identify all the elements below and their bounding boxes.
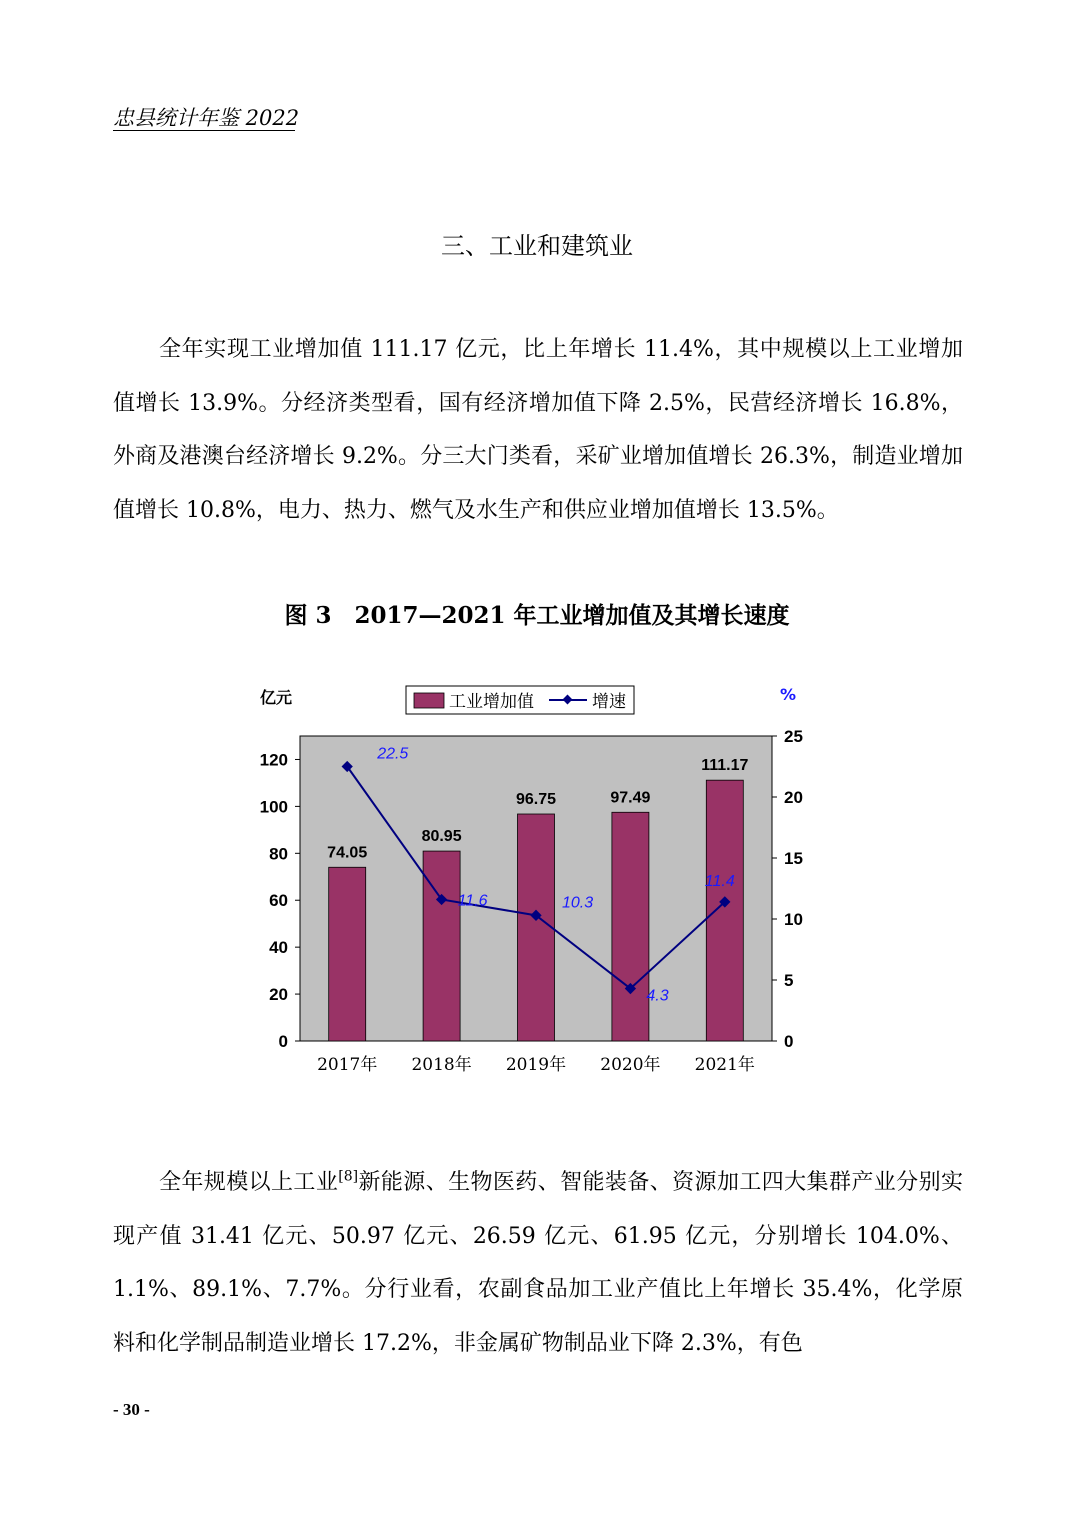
paragraph-industry-value: 全年实现工业增加值 111.17 亿元，比上年增长 11.4%，其中规模以上工业增加值增长 13.9%。分经济类型看，国有经济增加值下降 2.5%，民营经济增长 16.8%，外商及港澳台经济增长 9.2%。分三大门类看，采矿业增加值增长 26.3%，制造业增加值增长 10.8%，电力、热力、燃气及水生产和供应业增加值增长 13.5%。 [113, 337, 963, 523]
left-tick-label-6: 120 [259, 750, 288, 770]
category-label-4: 2021年 [694, 1055, 755, 1075]
industry-chart [240, 670, 820, 1090]
paragraph-industry-clusters [113, 1156, 963, 1370]
left-tick-label-2: 40 [269, 938, 288, 958]
category-label-1: 2018年 [411, 1055, 472, 1075]
legend-bar-swatch [414, 693, 444, 708]
bar-0 [329, 867, 366, 1041]
bar-value-label-0: 74.05 [327, 844, 368, 862]
right-tick-label-3: 15 [784, 849, 803, 868]
legend-bar-label: 工业增加值 [449, 692, 534, 712]
rate-value-label-1: 11.6 [457, 892, 488, 910]
category-label-3: 2020年 [600, 1055, 661, 1075]
legend [406, 686, 634, 714]
left-tick-label-5: 100 [259, 797, 288, 817]
right-tick-label-2: 10 [784, 910, 803, 929]
rate-value-label-2: 10.3 [562, 894, 594, 912]
left-tick-label-1: 20 [269, 985, 288, 1005]
section-title: 三、工业和建筑业 [441, 232, 633, 260]
left-tick-label-0: 0 [278, 1032, 288, 1051]
category-label-2: 2019年 [505, 1055, 567, 1075]
left-axis-unit: 亿元 [260, 688, 293, 707]
legend-line-label: 增速 [592, 692, 626, 712]
bar-value-label-3: 97.49 [610, 789, 651, 807]
header-underline [113, 130, 295, 131]
bar-4 [706, 780, 743, 1041]
footnote-ref-8[interactable]: [8] [338, 1168, 359, 1185]
right-tick-label-0: 0 [784, 1032, 794, 1051]
paragraph-part-b: 新能源、生物医药、智能装备、资源加工四大集群产业分别实现产值 31.41 亿元、50.97 亿元、26.59 亿元、61.95 亿元，分别增长 104.0%、1.1%、89.1%、7.7%。分行业看，农副食品加工业产值比上年增长 35.4%，化学原料和化学制品制造业增长 17.2%，非金属矿物制品业下降 2.3%，有色 [113, 1170, 963, 1356]
bar-value-label-2: 96.75 [515, 791, 557, 809]
rate-value-label-0: 22.5 [377, 745, 409, 763]
right-axis-unit: % [780, 685, 797, 704]
bar-value-label-4: 111.17 [701, 757, 749, 775]
bar-2 [518, 814, 555, 1041]
right-tick-label-5: 25 [784, 727, 803, 746]
right-tick-label-1: 5 [784, 971, 794, 990]
left-tick-label-3: 60 [269, 891, 288, 911]
bar-3 [612, 812, 649, 1041]
rate-value-label-3: 4.3 [646, 987, 669, 1005]
paragraph-part-a: 全年规模以上工业 [159, 1170, 339, 1195]
yearbook-header: 忠县统计年鉴 2022 [113, 106, 300, 130]
left-tick-label-4: 80 [269, 844, 288, 864]
figure-title: 图 3 2017—2021 年工业增加值及其增长速度 [284, 602, 790, 629]
rate-value-label-4: 11.4 [704, 872, 735, 890]
right-tick-label-4: 20 [784, 788, 803, 807]
bar-value-label-1: 80.95 [421, 828, 462, 846]
category-label-0: 2017年 [317, 1055, 378, 1075]
page-number: - 30 - [113, 1400, 150, 1419]
